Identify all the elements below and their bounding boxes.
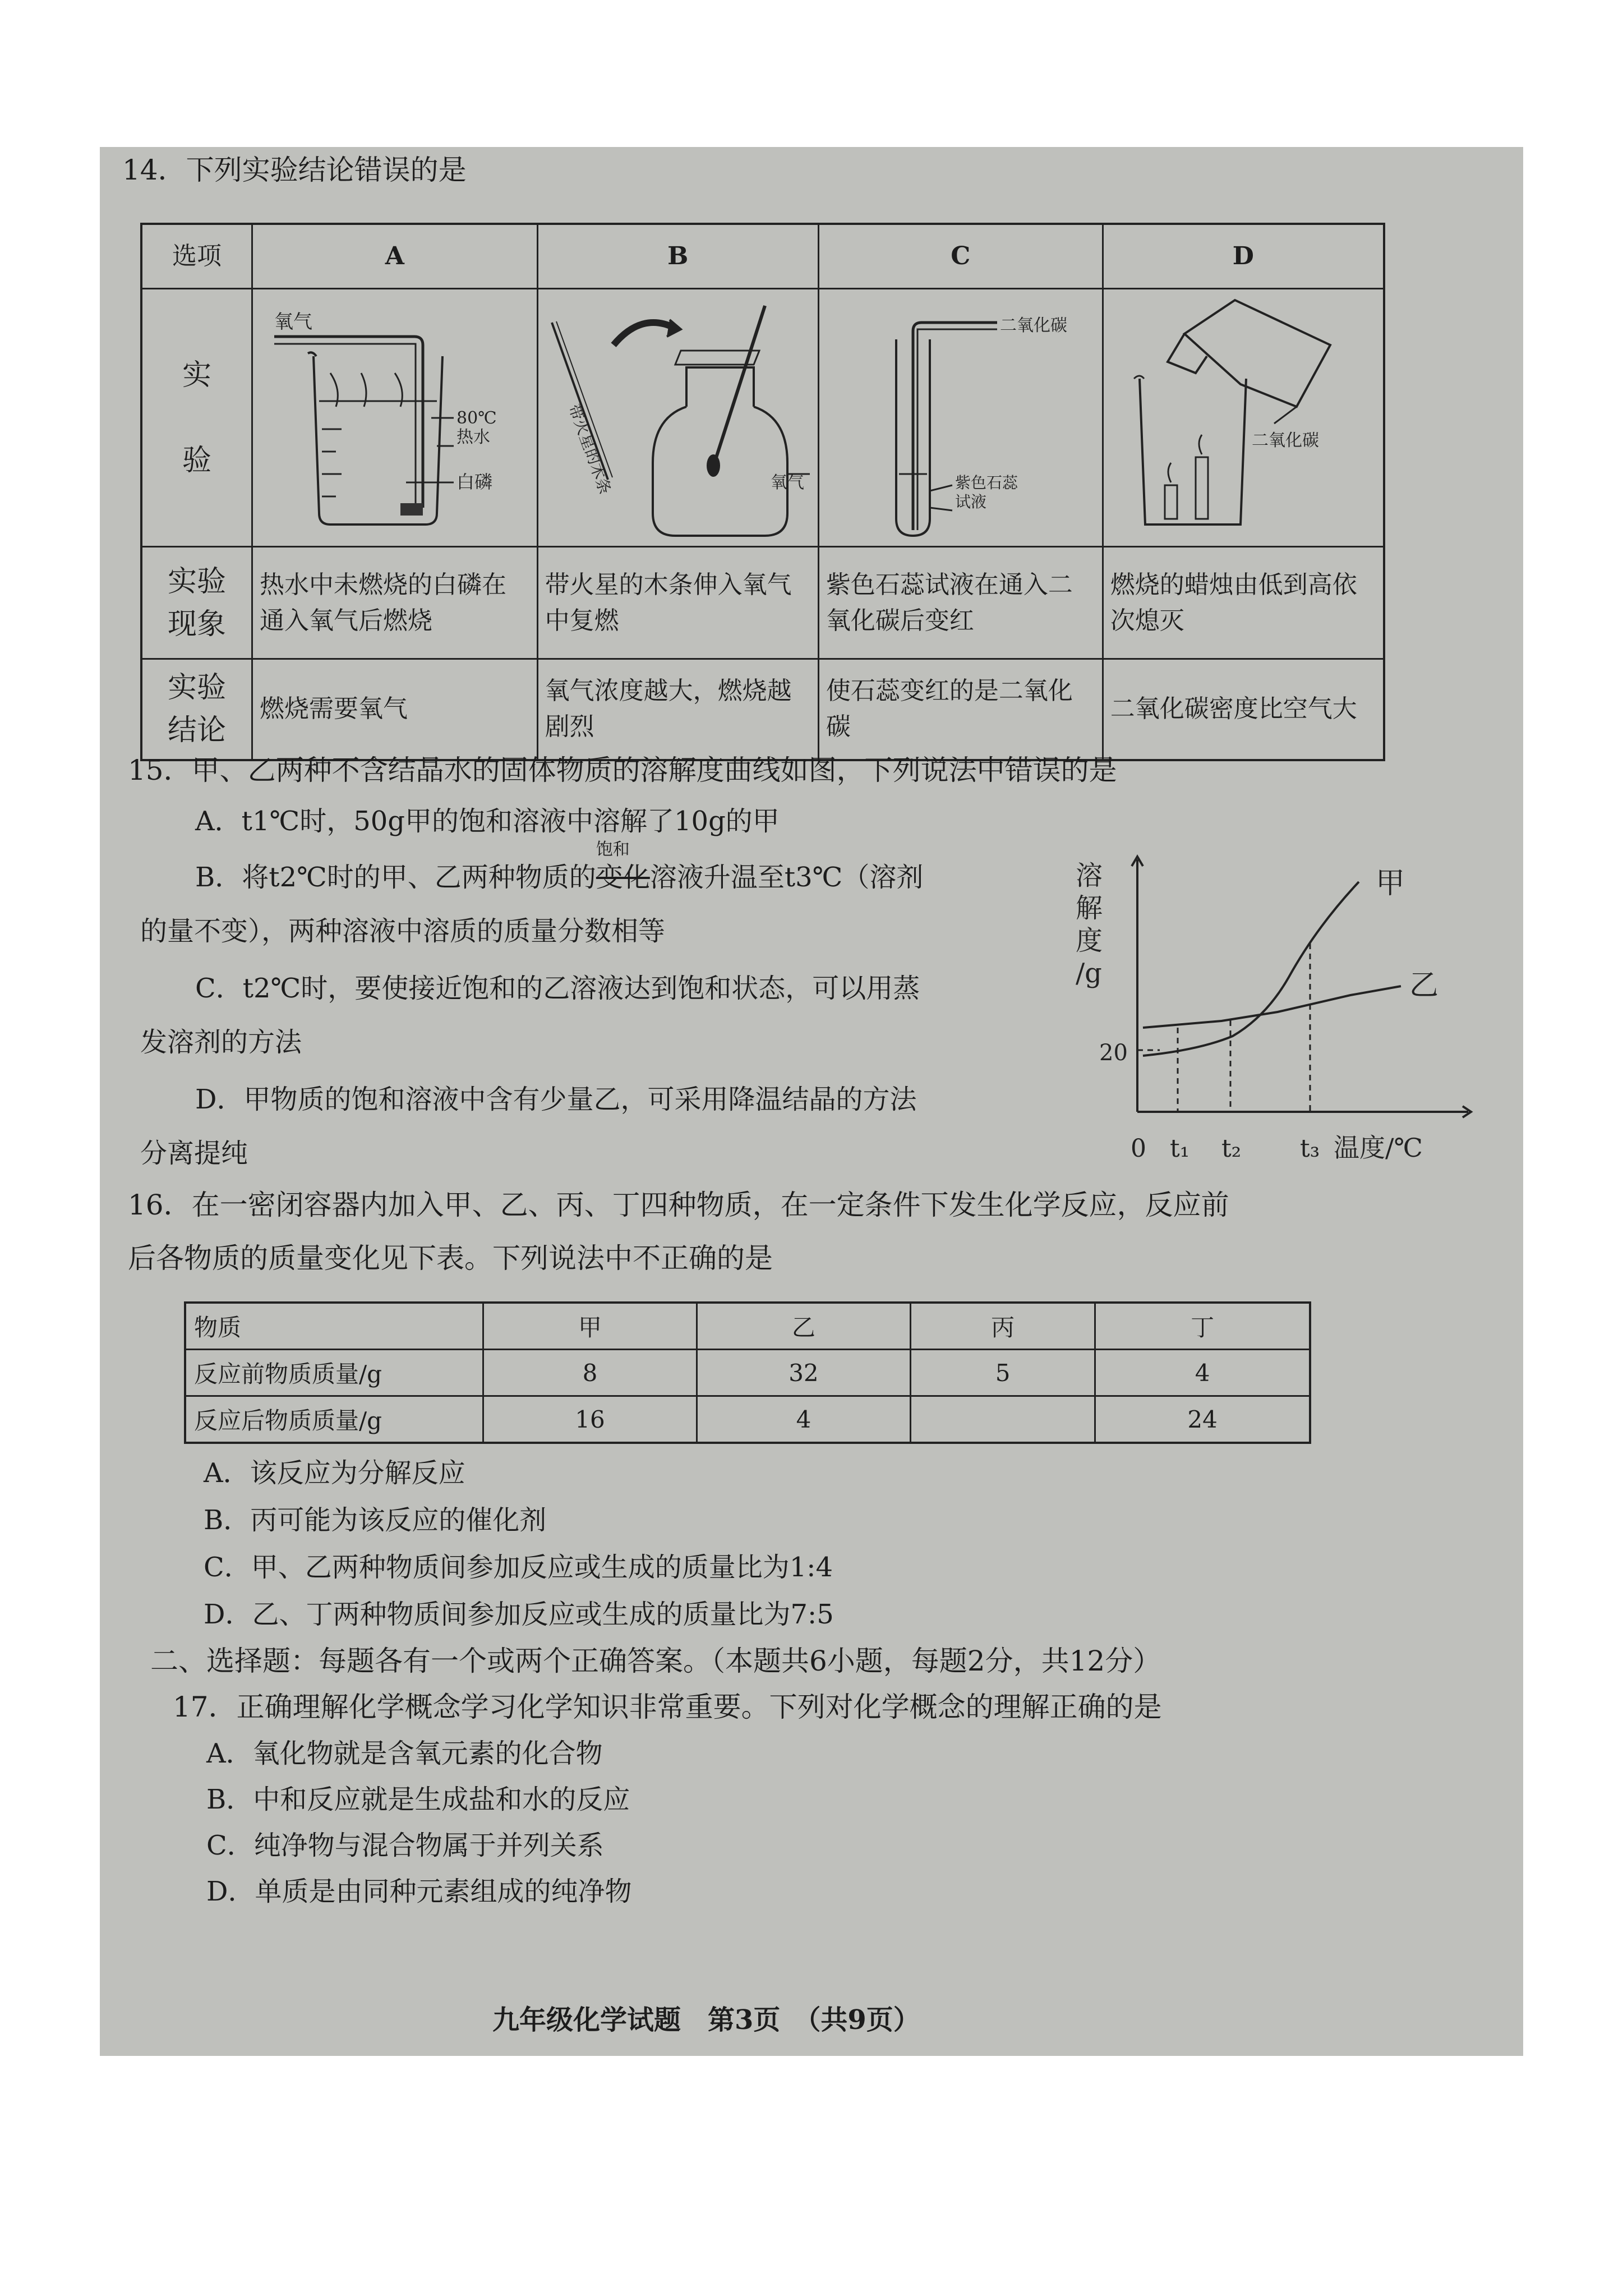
label-a-phosphorus: 白磷 — [456, 471, 492, 493]
q16-header-yi: 乙 — [697, 1303, 910, 1350]
q16-option-d: D．乙、丁两种物质间参加反应或生成的质量比为7:5 — [204, 1599, 834, 1630]
q16-row-after — [185, 1396, 1310, 1443]
q17-option-c: C．纯净物与混合物属于并列关系 — [206, 1830, 604, 1861]
label-c-liquid: 紫色石蕊 试液 — [955, 473, 1018, 511]
q14-conclusion-b: 氧气浓度越大，燃烧越剧烈 — [537, 659, 818, 760]
q14-phenomenon-a: 热水中未燃烧的白磷在通入氧气后燃烧 — [252, 547, 538, 659]
q16-cell — [910, 1396, 1095, 1443]
label-a-water: 80℃ 热水 — [456, 408, 497, 447]
q16-row-before-label: 反应前物质质量/g — [185, 1350, 483, 1396]
series-label-yi: 乙 — [1409, 969, 1439, 1002]
q14-header-option: 选项 — [141, 224, 252, 289]
white-phosphorus — [400, 503, 423, 516]
q15-option-d-line1: D．甲物质的饱和溶液中含有少量乙，可采用降温结晶的方法 — [195, 1084, 917, 1115]
label-line: 解 — [1076, 892, 1103, 924]
q14-label-conclusion: 实验 结论 — [141, 659, 252, 760]
q15-option-b-correction — [596, 840, 650, 894]
label-line: 度 — [1076, 925, 1103, 956]
q14-experiment-row — [141, 289, 1384, 547]
label-a-gas: 氧气 — [274, 310, 312, 333]
q15-option-b-line2: 的量不变），两种溶液中溶质的质量分数相等 — [140, 915, 666, 947]
label-b-gas: 氧气 — [770, 472, 804, 493]
q16-cell: 4 — [1095, 1350, 1310, 1396]
x-tick-0: 0 — [1131, 1134, 1146, 1163]
y-axis-label: 溶 解度/g — [1076, 860, 1103, 989]
q16-cell: 16 — [483, 1396, 697, 1443]
x-tick-t3: t₃ — [1300, 1134, 1320, 1163]
q15-option-b-handnote: 饱和 — [596, 840, 630, 859]
candle-figure — [1112, 295, 1375, 541]
q15-option-a: A．t1℃时，50g甲的饱和溶液中溶解了10g的甲 — [195, 806, 780, 837]
q14-conclusion-a: 燃烧需要氧气 — [252, 659, 538, 760]
q16-table — [184, 1301, 1311, 1444]
q16-row-before — [185, 1350, 1310, 1396]
q16-cell: 4 — [697, 1396, 910, 1443]
q14-figure-d — [1103, 289, 1384, 547]
q14-conclusion-d: 二氧化碳密度比空气大 — [1103, 659, 1384, 760]
test-tube-figure — [829, 295, 1092, 541]
label-line: /g — [1076, 958, 1102, 989]
q16-row-after-label: 反应后物质质量/g — [185, 1396, 483, 1443]
q14-stem: 14．下列实验结论错误的是 — [122, 154, 467, 186]
q16-stem-line2: 后各物质的质量变化见下表。下列说法中不正确的是 — [128, 1242, 773, 1274]
x-tick-t2: t₂ — [1221, 1134, 1242, 1163]
q15-option-b-post: 溶液升温至t3℃（溶剂 — [649, 862, 924, 893]
q14-label-experiment: 实 验 — [141, 289, 252, 547]
q17-option-a: A．氧化物就是含氧元素的化合物 — [206, 1738, 603, 1769]
q17-stem: 17．正确理解化学概念学习化学知识非常重要。下列对化学概念的理解正确的是 — [173, 1691, 1162, 1723]
label-c-gas: 二氧化碳 — [999, 315, 1067, 335]
q14-header-a: A — [252, 224, 538, 289]
q14-phenomenon-b: 带火星的木条伸入氧气中复燃 — [537, 547, 818, 659]
q15-option-b-struck: 变化 — [596, 862, 650, 893]
q16-option-a: A．该反应为分解反应 — [204, 1457, 465, 1489]
q16-header-jia: 甲 — [483, 1303, 697, 1350]
q16-header-row — [185, 1303, 1310, 1350]
q15-option-b-pre: B．将t2℃时的甲、乙两种物质的 — [195, 862, 596, 893]
page-footer: 九年级化学试题 第3页 （共9页） — [492, 2004, 920, 2036]
q16-cell: 24 — [1095, 1396, 1310, 1443]
label-d-gas: 二氧化碳 — [1251, 430, 1319, 450]
q16-header-ding: 丁 — [1095, 1303, 1310, 1350]
q17-option-b: B．中和反应就是生成盐和水的反应 — [206, 1784, 630, 1815]
q14-header-c: C — [818, 224, 1103, 289]
q14-phenomenon-d: 燃烧的蜡烛由低到高依次熄灭 — [1103, 547, 1384, 659]
q14-phenomenon-row — [141, 547, 1384, 659]
q14-header-b: B — [537, 224, 818, 289]
q16-stem-line1: 16．在一密闭容器内加入甲、乙、丙、丁四种物质，在一定条件下发生化学反应，反应前 — [128, 1189, 1229, 1221]
q14-conclusion-row — [141, 659, 1384, 760]
curve-yi — [1143, 986, 1401, 1028]
q15-option-b-line1 — [195, 840, 924, 894]
q14-phenomenon-c: 紫色石蕊试液在通入二氧化碳后变红 — [818, 547, 1103, 659]
q14-conclusion-c: 使石蕊变红的是二氧化碳 — [818, 659, 1103, 760]
q14-header-d: D — [1103, 224, 1384, 289]
solubility-chart — [1053, 848, 1479, 1185]
label-line: 试液 — [955, 492, 986, 511]
q14-header-row — [141, 224, 1384, 289]
q16-cell: 5 — [910, 1350, 1095, 1396]
x-axis-label: 温度/℃ — [1334, 1133, 1423, 1163]
q17-option-d: D．单质是由同种元素组成的纯净物 — [206, 1876, 632, 1907]
y-tick-20: 20 — [1099, 1040, 1128, 1066]
gas-jar-figure — [546, 295, 810, 541]
exam-sheet — [100, 147, 1523, 2056]
q16-cell: 32 — [697, 1350, 910, 1396]
q15-option-d-line2: 分离提纯 — [140, 1138, 248, 1169]
section2-heading: 二、选择题：每题各有一个或两个正确答案。（本题共6小题，每题2分，共12分） — [150, 1645, 1161, 1677]
q15-stem: 15．甲、乙两种不含结晶水的固体物质的溶解度曲线如图，下列说法中错误的是 — [128, 754, 1117, 786]
x-tick-t1: t₁ — [1170, 1134, 1190, 1163]
series-label-jia: 甲 — [1376, 867, 1405, 900]
q14-figure-c — [818, 289, 1103, 547]
q16-option-c: C．甲、乙两种物质间参加反应或生成的质量比为1:4 — [204, 1552, 833, 1583]
q16-option-b: B．丙可能为该反应的催化剂 — [204, 1504, 547, 1536]
label-line: 热水 — [456, 427, 490, 447]
q16-header-bing: 丙 — [910, 1303, 1095, 1350]
q15-option-c-line1: C．t2℃时，要使接近饱和的乙溶液达到饱和状态，可以用蒸 — [195, 973, 920, 1004]
q16-cell: 8 — [483, 1350, 697, 1396]
q14-figure-a — [252, 289, 538, 547]
q16-header-substance: 物质 — [185, 1303, 483, 1350]
q14-table — [140, 223, 1385, 761]
q15-option-c-line2: 发溶剂的方法 — [140, 1027, 302, 1058]
curve-jia — [1143, 882, 1359, 1056]
splint-ember — [707, 454, 720, 477]
beaker-figure — [263, 295, 527, 541]
label-b-stick: 带火星的木条 — [565, 401, 615, 496]
q14-label-phenomenon: 实验 现象 — [141, 547, 252, 659]
q14-figure-b — [537, 289, 818, 547]
